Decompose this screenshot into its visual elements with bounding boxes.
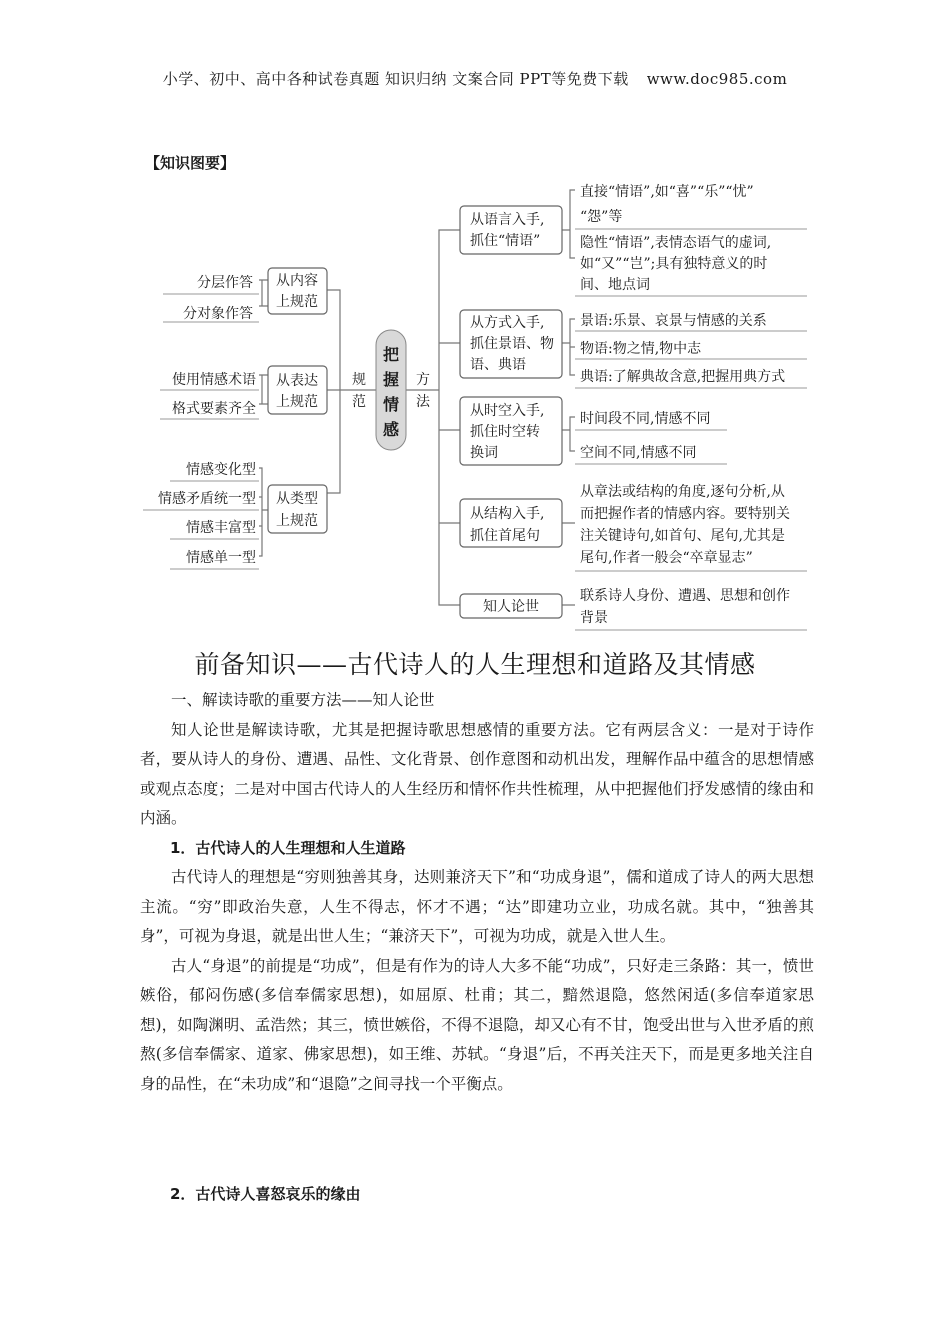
section-2 xyxy=(140,1180,814,1210)
right-trunk-label xyxy=(416,372,431,410)
left-group-expression xyxy=(160,366,327,419)
left-group-content xyxy=(163,268,327,322)
svg-text:抓住“情语”: 抓住“情语” xyxy=(470,233,541,249)
svg-text:方: 方 xyxy=(416,372,430,388)
svg-text:知人论世: 知人论世 xyxy=(483,599,539,615)
connector-content-items xyxy=(259,280,268,306)
right-group-know-person xyxy=(460,587,807,630)
svg-text:从方式入手,: 从方式入手, xyxy=(470,315,545,331)
page-title: 前备知识——古代诗人的人生理想和道路及其情感 xyxy=(194,650,756,679)
svg-text:规: 规 xyxy=(352,372,366,388)
right-item: 从章法或结构的角度,逐句分析,从 xyxy=(580,484,785,500)
svg-text:抓住首尾句: 抓住首尾句 xyxy=(470,528,540,544)
right-item: 尾句,作者一般会“卒章显志” xyxy=(580,550,753,566)
svg-text:从结构入手,: 从结构入手, xyxy=(470,506,545,522)
left-item: 格式要素齐全 xyxy=(172,401,256,417)
connector-type-items xyxy=(259,468,268,556)
connector-left-content xyxy=(327,290,340,493)
heading-1: 一、解读诗歌的重要方法——知人论世 xyxy=(171,691,435,709)
right-item: 景语:乐景、哀景与情感的关系 xyxy=(580,313,767,329)
paragraph-2: 古代诗人的理想是“穷则独善其身，达则兼济天下”和“功成身退”，儒和道成了诗人的两大思想主流。“穷”即政治失意，人生不得志，怀才不遇；“达”即建功立业，功成名就。其中，“独善其身”，可视为身退，就是出世人生；“兼济天下”，可视为功成，就是入世人生。 xyxy=(140,868,814,945)
right-item: 时间段不同,情感不同 xyxy=(580,411,711,427)
right-item: 而把握作者的情感内容。要特别关 xyxy=(580,506,790,522)
center-node xyxy=(376,330,406,450)
left-item: 情感变化型 xyxy=(186,462,256,478)
left-item: 分层作答 xyxy=(197,275,253,291)
svg-text:从语言入手,: 从语言入手, xyxy=(470,212,545,228)
right-item: 如“又”“岂”;具有独特意义的时 xyxy=(580,256,768,272)
svg-text:法: 法 xyxy=(416,394,430,410)
main-text xyxy=(140,686,814,1099)
svg-text:抓住时空转: 抓住时空转 xyxy=(470,424,540,440)
group-label-line: 上规范 xyxy=(276,513,318,529)
connector-expr-items xyxy=(259,375,268,404)
svg-text:感: 感 xyxy=(382,420,400,439)
group-label-line: 上规范 xyxy=(276,294,318,310)
header-text: 小学、初中、高中各种试卷真题 知识归纳 文案合同 PPT等免费下载 xyxy=(162,70,629,88)
mind-map xyxy=(0,0,950,640)
left-item: 情感矛盾统一型 xyxy=(158,491,256,507)
right-item: 物语:物之情,物中志 xyxy=(580,341,702,357)
right-group-timespace xyxy=(460,397,727,465)
right-item: 典语:了解典故含意,把握用典方式 xyxy=(580,369,786,385)
subheading-1: 1．古代诗人的人生理想和人生道路 xyxy=(170,838,406,857)
svg-text:换词: 换词 xyxy=(470,445,498,461)
svg-text:抓住景语、物: 抓住景语、物 xyxy=(470,336,554,352)
right-item: 注关键诗句,如首句、尾句,尤其是 xyxy=(580,528,785,544)
group-label-line: 从内容 xyxy=(276,273,318,289)
left-group-type xyxy=(143,461,327,569)
svg-text:把: 把 xyxy=(382,345,400,364)
group-label-line: 上规范 xyxy=(276,394,318,410)
paragraph-1: 知人论世是解读诗歌，尤其是把握诗歌思想感情的重要方法。它有两层含义：一是对于诗作者，要从诗人的身份、遭遇、品性、文化背景、创作意图和动机出发，理解作品中蕴含的思想情感或观点态度；二是对中国古代诗人的人生经历和情怀作共性梳理，从中把握他们抒发感情的缘由和内涵。 xyxy=(140,720,814,827)
right-item: 间、地点词 xyxy=(580,277,650,293)
right-item: 空间不同,情感不同 xyxy=(580,445,697,461)
right-group-method xyxy=(460,310,807,388)
subheading-2: 2．古代诗人喜怒哀乐的缘由 xyxy=(170,1185,361,1203)
right-item: “怨”等 xyxy=(580,209,623,225)
right-item: 隐性“情语”,表情态语气的虚词, xyxy=(580,235,772,251)
header-url[interactable]: www.doc985.com xyxy=(646,70,788,88)
svg-text:情: 情 xyxy=(382,395,400,414)
connector-right-spine xyxy=(439,230,460,605)
right-group-structure xyxy=(460,483,807,571)
left-item: 分对象作答 xyxy=(183,306,253,322)
right-group-language xyxy=(460,183,807,296)
right-item: 直接“情语”,如“喜”“乐”“忧” xyxy=(580,184,754,200)
svg-text:从时空入手,: 从时空入手, xyxy=(470,403,545,419)
left-item: 情感单一型 xyxy=(186,550,256,566)
connector-right-items xyxy=(562,190,575,605)
left-item: 使用情感术语 xyxy=(172,372,256,388)
svg-text:握: 握 xyxy=(382,370,400,389)
group-label-line: 从类型 xyxy=(276,491,318,507)
right-item: 联系诗人身份、遭遇、思想和创作 xyxy=(580,588,790,604)
paragraph-3: 古人“身退”的前提是“功成”，但是有作为的诗人大多不能“功成”，只好走三条路：其一，愤世嫉俗，郁闷伤感(多信奉儒家思想)，如屈原、杜甫；其二，黯然退隐，悠然闲适(多信奉道家思想)，如陶渊明、孟浩然；其三，愤世嫉俗，不得不退隐，却又心有不甘，饱受出世与入世矛盾的煎熬(多信奉儒家、道家、佛家思想)，如王维、苏轼。“身退”后，不再关注天下，而是更多地关注自身的品性，在“未功成”和“退隐”之间寻找一个平衡点。 xyxy=(140,956,814,1093)
group-label-line: 从表达 xyxy=(276,373,318,389)
svg-text:语、典语: 语、典语 xyxy=(470,357,526,373)
right-item: 背景 xyxy=(580,610,608,626)
left-item: 情感丰富型 xyxy=(186,520,256,536)
section-label: 【知识图要】 xyxy=(145,154,236,172)
svg-text:范: 范 xyxy=(352,394,366,410)
